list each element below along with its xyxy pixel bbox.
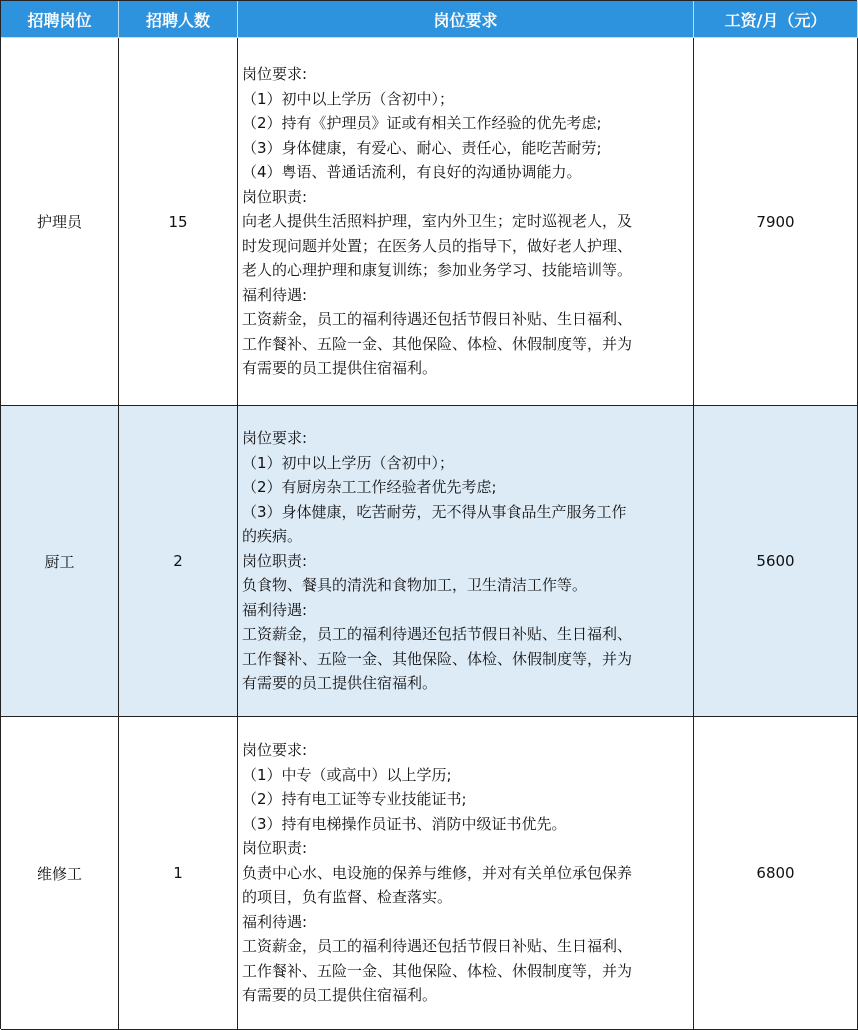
header-requirements: 岗位要求 [238, 1, 694, 38]
requirement-line: 岗位要求: [242, 429, 308, 448]
count-cell: 15 [119, 38, 238, 406]
requirements-text [242, 426, 689, 696]
requirement-line: 工作餐补、五险一金、其他保险、体检、休假制度等，并为 [242, 649, 633, 668]
requirement-line: 向老人提供生活照料护理，室内外卫生；定时巡视老人，及 [242, 212, 633, 231]
requirement-line: 岗位要求: [242, 65, 308, 84]
requirement-line: （2）持有《护理员》证或有相关工作经验的优先考虑; [242, 114, 602, 133]
requirement-line: 工作餐补、五险一金、其他保险、体检、休假制度等，并为 [242, 961, 633, 980]
requirements-text [242, 738, 689, 1008]
requirement-line: （3）身体健康，吃苦耐劳，无不得从事食品生产服务工作 [242, 502, 627, 521]
requirement-line: （1）中专（或高中）以上学历; [242, 765, 452, 784]
requirement-line: 的疾病。 [242, 527, 303, 546]
salary-cell: 7900 [694, 38, 858, 406]
requirement-line: 有需要的员工提供住宿福利。 [242, 674, 438, 693]
count-cell: 2 [119, 406, 238, 717]
requirement-line: 岗位要求: [242, 741, 308, 760]
requirement-line: 福利待遇: [242, 285, 308, 304]
requirement-line: 岗位职责: [242, 839, 308, 858]
requirement-line: 有需要的员工提供住宿福利。 [242, 359, 438, 378]
requirement-line: 岗位职责: [242, 187, 308, 206]
requirements-text [242, 62, 689, 381]
requirement-line: 工资薪金，员工的福利待遇还包括节假日补贴、生日福利、 [242, 310, 633, 329]
requirements-cell [238, 406, 694, 717]
position-cell: 护理员 [1, 38, 119, 406]
header-count: 招聘人数 [119, 1, 238, 38]
header-position: 招聘岗位 [1, 1, 119, 38]
count-cell: 1 [119, 717, 238, 1030]
requirement-line: 负责中心水、电设施的保养与维修，并对有关单位承包保养 [242, 863, 633, 882]
position-cell: 维修工 [1, 717, 119, 1030]
salary-cell: 6800 [694, 717, 858, 1030]
requirement-line: （2）有厨房杂工工作经验者优先考虑; [242, 478, 497, 497]
requirement-line: 工作餐补、五险一金、其他保险、体检、休假制度等，并为 [242, 334, 633, 353]
requirement-line: 有需要的员工提供住宿福利。 [242, 986, 438, 1005]
requirement-line: （3）身体健康，有爱心、耐心、责任心，能吃苦耐劳; [242, 138, 602, 157]
header-salary: 工资/月（元） [694, 1, 858, 38]
requirement-line: 时发现问题并处置；在医务人员的指导下，做好老人护理、 [242, 236, 633, 255]
requirement-line: 的项目，负有监督、检查落实。 [242, 888, 453, 907]
requirement-line: （1）初中以上学历（含初中）； [242, 453, 455, 472]
requirement-line: （2）持有电工证等专业技能证书; [242, 790, 467, 809]
requirement-line: 福利待遇: [242, 912, 308, 931]
requirement-line: 负食物、餐具的清洗和食物加工，卫生清洁工作等。 [242, 576, 588, 595]
salary-cell: 5600 [694, 406, 858, 717]
requirement-line: 福利待遇: [242, 600, 308, 619]
requirement-line: （4）粤语、普通话流利，有良好的沟通协调能力。 [242, 163, 582, 182]
requirement-line: （1）初中以上学历（含初中）； [242, 89, 455, 108]
position-cell: 厨工 [1, 406, 119, 717]
requirement-line: 工资薪金，员工的福利待遇还包括节假日补贴、生日福利、 [242, 937, 633, 956]
requirement-line: 岗位职责: [242, 551, 308, 570]
requirements-cell [238, 717, 694, 1030]
requirement-line: （3）持有电梯操作员证书、消防中级证书优先。 [242, 814, 567, 833]
requirement-line: 工资薪金，员工的福利待遇还包括节假日补贴、生日福利、 [242, 625, 633, 644]
requirement-line: 老人的心理护理和康复训练；参加业务学习、技能培训等。 [242, 261, 633, 280]
requirements-cell [238, 38, 694, 406]
